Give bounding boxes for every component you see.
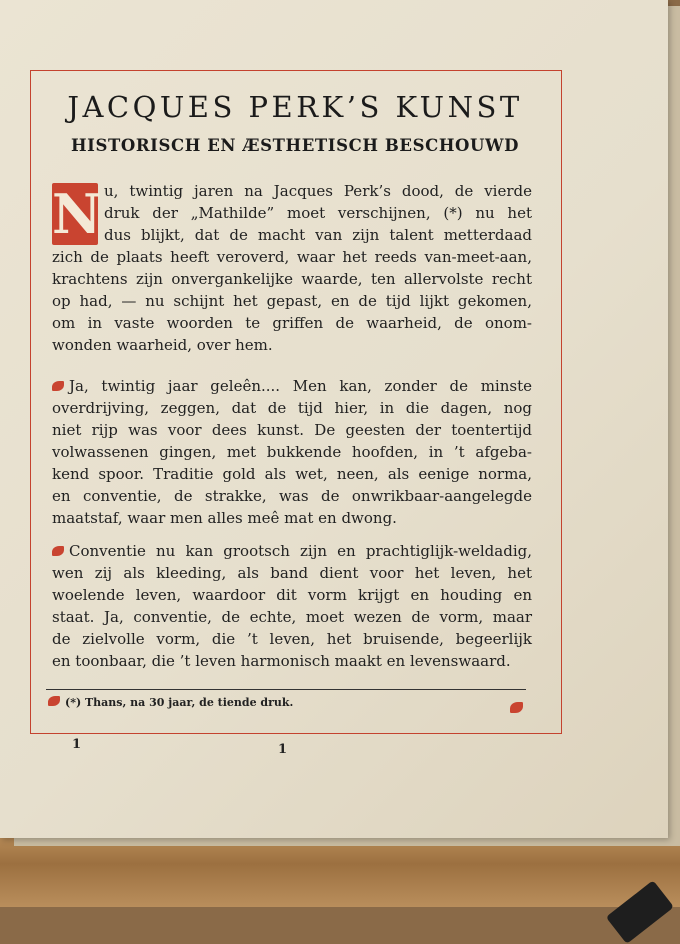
page-title: JACQUES PERK’S KUNST [67,90,523,124]
paragraph-1 [52,180,532,356]
paragraph-line: woelende leven, waardoor dit vorm krijgt en houding en [52,586,532,604]
paragraph-line: staat. Ja, conventie, de echte, moet wezen de vorm, maar [52,608,532,626]
page-subtitle: HISTORISCH EN ÆSTHETISCH BESCHOUWD [70,136,520,155]
paragraph-line: om in vaste woorden te griffen de waarheid, de onom- [52,314,532,332]
paragraph-line: overdrijving, zeggen, dat de tijd hier, in die dagen, nog [52,399,532,417]
initial-letter: N [52,182,102,246]
footnote: (*) Thans, na 30 jaar, de tiende druk. [48,696,538,709]
paragraph-line: druk der „Mathilde” moet verschijnen, (*) nu het [104,204,532,222]
paragraph-line: volwassenen gingen, met bukkende hoofden, in ’t afgeba- [52,443,532,461]
paragraph-line: niet rijp was voor dees kunst. De geesten der toentertijd [52,421,532,439]
footnote-divider [46,689,526,690]
leaf-ornament-icon [48,696,60,706]
leaf-ornament-icon [52,546,64,556]
leaf-ornament-icon [52,381,64,391]
paragraph-line: op had, — nu schijnt het gepast, en de tijd lijkt gekomen, [52,292,532,310]
paragraph-line: zich de plaats heeft veroverd, waar het reeds van-meet-aan, [52,248,532,266]
paragraph-line: Conventie nu kan grootsch zijn en prachtiglijk-weldadig, [52,540,532,562]
page-number-left: 1 [72,737,82,752]
paragraph-line: maatstaf, waar men alles meê mat en dwong. [52,509,397,527]
paragraph-line: de zielvolle vorm, die ’t leven, het bruisende, begeerlijk [52,630,532,648]
paragraph-line: krachtens zijn onvergankelijke waarde, ten allervolste recht [52,270,532,288]
paragraph-line: kend spoor. Traditie gold als wet, neen, als eenige norma, [52,465,532,483]
paragraph-3 [52,540,532,672]
page-number-center: 1 [278,742,288,757]
paragraph-line: wen zij als kleeding, als band dient voor het leven, het [52,564,532,582]
paragraph-2 [52,375,532,529]
paragraph-line: u, twintig jaren na Jacques Perk’s dood, de vierde [104,182,532,200]
paragraph-line: en conventie, de strakke, was de onwrikbaar-aangelegde [52,487,532,505]
paragraph-line: dus blijkt, dat de macht van zijn talent metterdaad [104,226,532,244]
paragraph-line: wonden waarheid, over hem. [52,336,273,354]
paragraph-line: en toonbaar, die ’t leven harmonisch maakt en levenswaard. [52,652,511,670]
paragraph-line: Ja, twintig jaar geleên.... Men kan, zonder de minste [52,375,532,397]
